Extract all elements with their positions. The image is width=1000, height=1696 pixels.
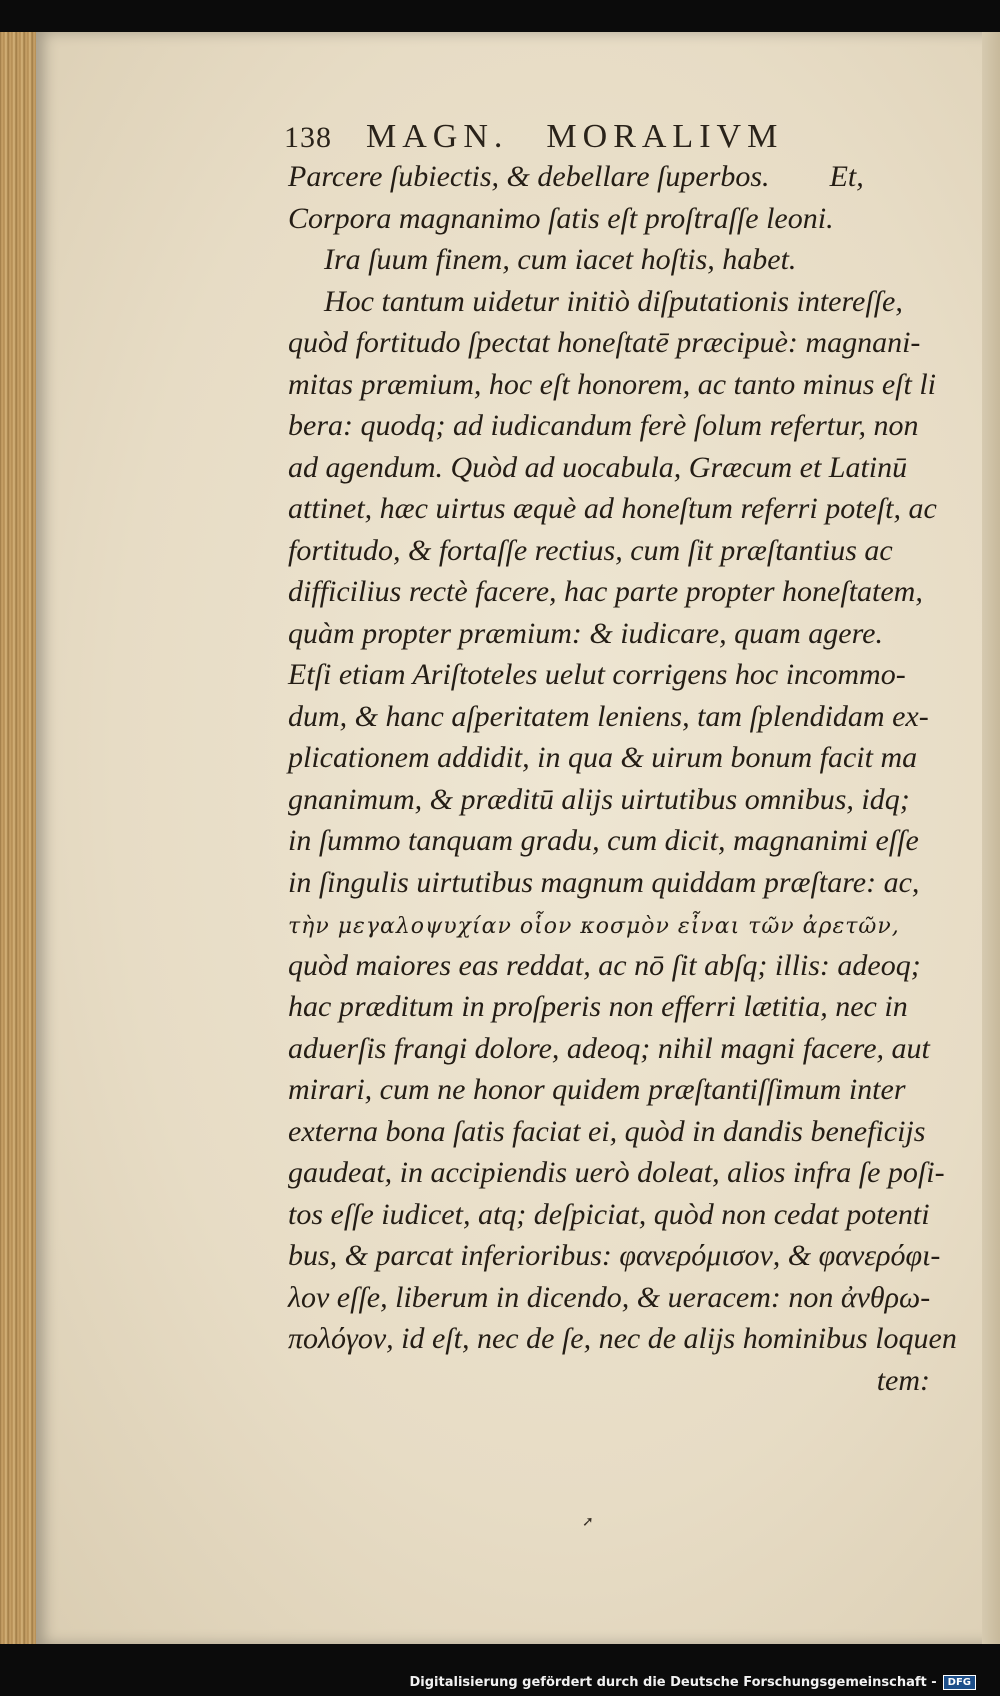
text-line (288, 1194, 938, 1236)
dfg-logo: DFG (943, 1675, 976, 1690)
text-line-content: dum, & hanc aſperitatem leniens, tam ſplendidam ex- (288, 699, 929, 733)
text-line (288, 1360, 938, 1402)
text-line-content: hac præditum in proſperis non efferri lætitia, nec in (288, 990, 908, 1023)
text-line-content: τὴν μεγαλοψυχίαν οἷον κοσμὸν εἶναι τῶν ἀρετῶν, (288, 914, 900, 939)
text-line (288, 1111, 938, 1153)
text-line-content: mirari, cum ne honor quidem præſtantiſſimum inter (288, 1073, 906, 1106)
text-line (288, 405, 938, 447)
text-line-content: plicationem addidit, in qua & uirum bonum facit ma (288, 741, 918, 774)
text-line (288, 1069, 938, 1111)
text-line (288, 239, 938, 281)
credit-text: Digitalisierung gefördert durch die Deutsche Forschungsgemeinschaft - (409, 1675, 937, 1690)
text-line-content: πολόγον, id eſt, nec de ſe, nec de alijs hominibus loquen (288, 1322, 957, 1355)
text-line-content: ad agendum. Quòd ad uocabula, Græcum et Latinū (288, 450, 908, 484)
text-line (288, 571, 938, 613)
text-line (288, 1028, 938, 1070)
text-line-content: externa bona ſatis faciat ei, quòd in dandis beneficijs (288, 1114, 926, 1148)
text-line-content: Corpora magnanimo ſatis eſt proſtraſſe leoni. (288, 201, 834, 235)
running-title-part-1: MAGN. (366, 118, 509, 155)
text-line-content: quòd maiores eas reddat, ac nō ſit abſq; illis: adeoq; (288, 948, 921, 982)
text-line (288, 654, 938, 696)
text-line-content: fortitudo, & fortaſſe rectius, cum ſit præſtantius ac (288, 533, 893, 567)
text-line-content: in ſingulis uirtutibus magnum quiddam præſtare: ac, (288, 865, 920, 899)
text-line (288, 1277, 938, 1319)
text-line (288, 779, 938, 821)
text-line (288, 737, 938, 779)
text-line (288, 1152, 945, 1194)
text-line (288, 488, 938, 530)
text-line (288, 156, 938, 198)
text-line-content: bus, & parcat inferioribus: φανερόμισον, & φανερόφι- (288, 1239, 941, 1272)
text-line-content: Ira ſuum finem, cum iacet hoſtis, habet. (324, 243, 797, 276)
text-line-content: Parcere ſubiectis, & debellare ſuperbos. (288, 160, 770, 193)
text-line-content: Hoc tantum uidetur initiò diſputationis intereſſe, (324, 284, 903, 318)
text-line (288, 322, 938, 364)
text-line-content: λον eſſe, liberum in dicendo, & ueracem: non ἀνθρω- (288, 1280, 931, 1314)
text-line (288, 447, 938, 489)
book-edge (0, 32, 38, 1644)
page-number: 138 (284, 121, 332, 154)
facing-page-edge (982, 32, 1000, 1644)
text-line-content: gaudeat, in accipiendis uerò doleat, alios infra ſe poſi- (288, 1156, 945, 1189)
text-line (288, 1235, 941, 1277)
text-line-content: bera: quodq; ad iudicandum ferè ſolum refertur, non (288, 409, 919, 442)
text-line-content: tem: (876, 1363, 930, 1397)
text-line (288, 820, 938, 862)
text-line (288, 862, 938, 904)
text-line (288, 613, 938, 655)
running-header (284, 118, 884, 156)
text-line-content: gnanimum, & præditū alijs uirtutibus omnibus, idq; (288, 782, 910, 816)
text-line (288, 696, 938, 738)
text-line-content: quàm propter præmium: & iudicare, quam agere. (288, 616, 883, 650)
text-line (288, 1318, 957, 1360)
text-line-content: difficilius rectè facere, hac parte propter honeſtatem, (288, 575, 923, 608)
text-line-content: attinet, hæc uirtus æquè ad honeſtum referri poteſt, ac (288, 492, 937, 525)
text-line (288, 903, 938, 945)
text-line (288, 198, 938, 240)
digitization-credit (410, 1675, 977, 1690)
text-line-content: quòd fortitudo ſpectat honeſtatē præcipuè: magnani- (288, 326, 921, 359)
text-line-content: aduerſis frangi dolore, adeoq; nihil magni facere, aut (288, 1031, 930, 1065)
text-line (288, 364, 938, 406)
text-line (288, 986, 938, 1028)
body-text (288, 156, 957, 1401)
running-title-part-2: MORALIVM (546, 118, 784, 155)
text-line-content: in ſummo tanquam gradu, cum dicit, magnanimi eſſe (288, 824, 919, 857)
ink-mark: ➚ (582, 1515, 594, 1530)
text-line (288, 281, 938, 323)
text-line-tail: Et, (829, 160, 864, 193)
text-line-content: mitas præmium, hoc eſt honorem, ac tanto minus eſt li (288, 367, 937, 401)
text-line (288, 530, 938, 572)
text-line (288, 945, 938, 987)
text-line-content: tos eſſe iudicet, atq; deſpiciat, quòd non cedat potenti (288, 1197, 930, 1231)
text-line-content: Etſi etiam Ariſtoteles uelut corrigens hoc incommo- (288, 658, 906, 691)
